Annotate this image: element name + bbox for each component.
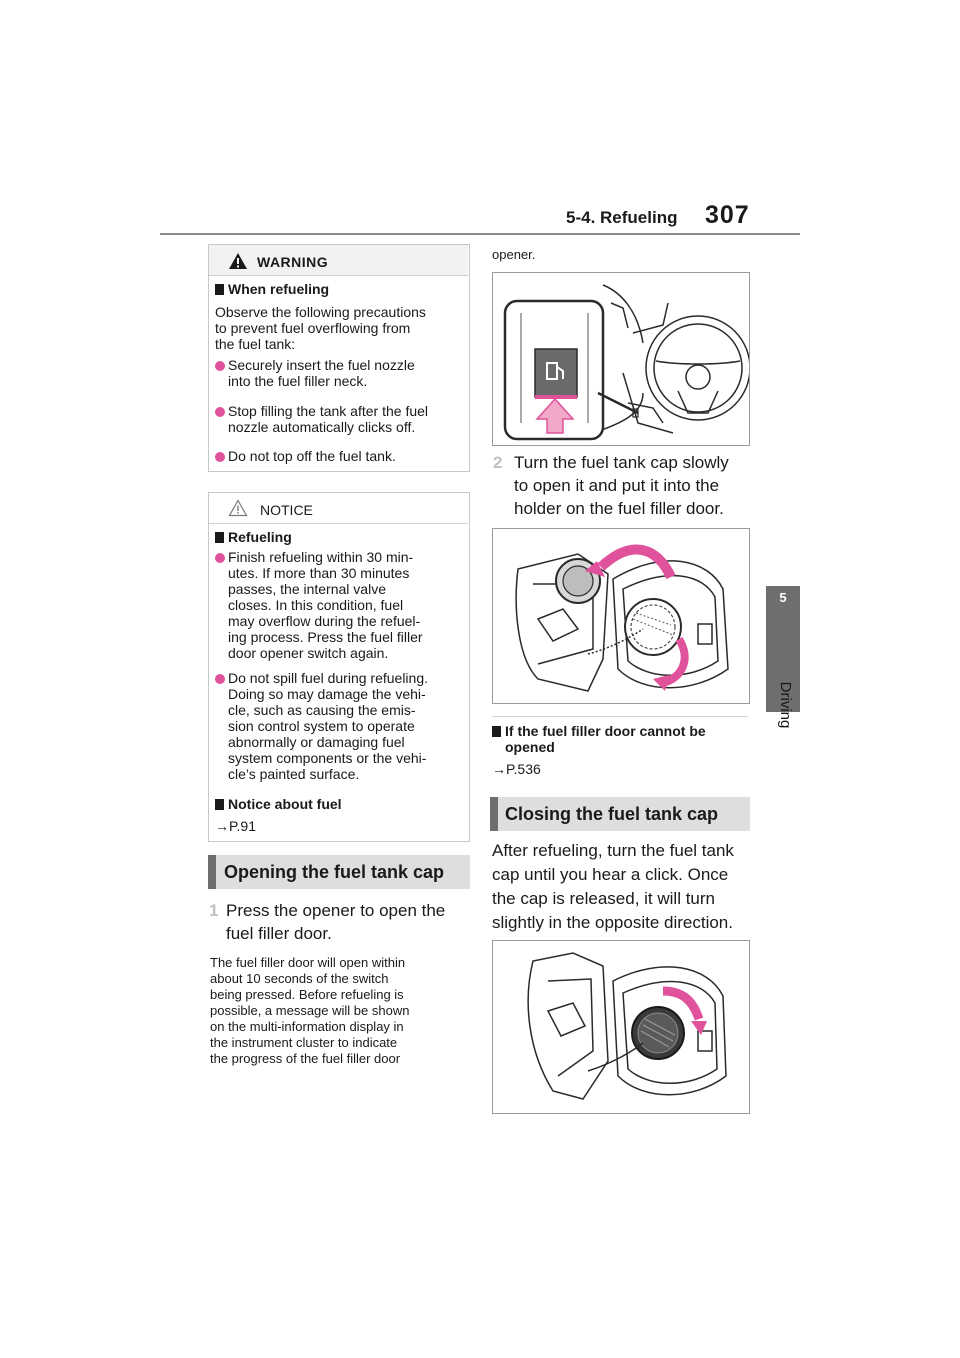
bullet-dot: [215, 361, 225, 371]
notice-subheading-refueling: Refueling: [215, 529, 292, 545]
warning-intro: Observe the following precautions to prevent fuel overflowing from the fuel tank:: [215, 304, 426, 352]
figure-open-fuel-cap: [492, 528, 750, 704]
warning-bullet-3: Do not top off the fuel tank.: [228, 448, 396, 464]
chapter-tab-number: 5: [779, 590, 787, 605]
bullet-dot: [215, 674, 225, 684]
note-fuel-door-cannot-open: If the fuel filler door cannot be opened: [492, 723, 706, 755]
opening-description-cont: opener.: [492, 247, 536, 262]
heading-accent: [490, 797, 498, 831]
notice-fuel-ref[interactable]: →P.91: [215, 818, 256, 834]
warning-triangle-icon: [228, 252, 248, 270]
section-title: 5-4. Refueling: [566, 208, 678, 227]
notice-bullet-2: Do not spill fuel during refueling. Doing so may damage the vehi- cle, such as causing the emis- sion control system to operate abnormally or damaging fuel system components or the vehi- cle’s painted surface.: [228, 670, 429, 782]
step-1-text: Press the opener to open the fuel filler door.: [226, 901, 446, 943]
step-2-number: 2: [493, 453, 503, 472]
warning-bullet-2: Stop filling the tank after the fuel nozzle automatically clicks off.: [228, 403, 429, 435]
warning-subheading: When refueling: [215, 281, 329, 297]
notice-subheading-fuel: Notice about fuel: [215, 796, 342, 812]
note-ref[interactable]: →P.536: [492, 761, 541, 777]
bullet-dot: [215, 452, 225, 462]
figure-fuel-door-opener: [492, 272, 750, 446]
notice-bullet-1: Finish refueling within 30 min- utes. If more than 30 minutes passes, the internal valve closes. In this condition, fuel may overflow during the refuel- ing process. Press the fuel filler door opener switch again.: [228, 549, 423, 661]
warning-bullet-1: Securely insert the fuel nozzle into the fuel filler neck.: [228, 357, 415, 389]
closing-text: After refueling, turn the fuel tank cap until you hear a click. Once the cap is released, it will turn slightly in the opposite direction.: [492, 841, 734, 932]
step-1-number: 1: [209, 901, 219, 920]
opening-description: The fuel filler door will open within about 10 seconds of the switch being pressed. Before refueling is possible, a message will be shown on the multi-information display in the instrument cluster to indicate the progress of the fuel filler door: [210, 955, 410, 1066]
figure-close-fuel-cap: [492, 940, 750, 1114]
heading-accent: [208, 855, 216, 889]
warning-title: WARNING: [257, 254, 329, 270]
step-2-text: Turn the fuel tank cap slowly to open it and put it into the holder on the fuel filler door.: [514, 453, 729, 518]
caution-triangle-icon: [228, 499, 248, 517]
notice-title: NOTICE: [260, 502, 313, 518]
bullet-dot: [215, 407, 225, 417]
chapter-tab-label: Driving: [777, 681, 794, 729]
opening-heading: Opening the fuel tank cap: [224, 862, 445, 882]
divider: [492, 716, 748, 717]
closing-heading: Closing the fuel tank cap: [505, 804, 719, 824]
header-rule: [160, 233, 800, 235]
bullet-dot: [215, 553, 225, 563]
page-number: 307: [705, 201, 750, 229]
